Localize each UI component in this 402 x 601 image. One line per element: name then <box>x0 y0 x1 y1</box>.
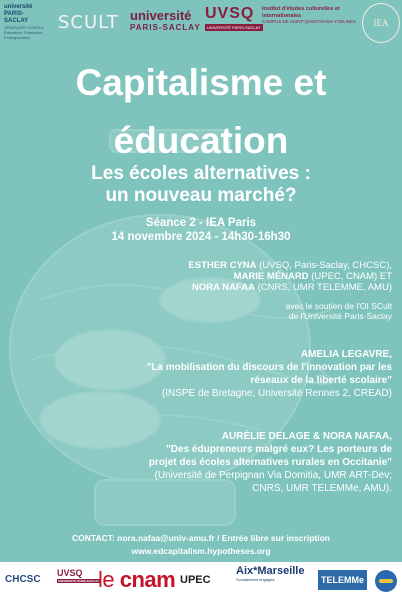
speaker-name: AMELIA LEGAVRE, <box>300 349 392 360</box>
organizer <box>92 271 392 282</box>
logo-text: Aix*Marseille <box>236 565 305 577</box>
main-title-line-2: éducation <box>113 120 289 161</box>
organizer-name: NORA NAFAA <box>191 282 255 293</box>
subtitle <box>0 163 402 207</box>
logo-prefix: le <box>98 567 120 592</box>
logo-iecei <box>262 6 370 26</box>
logo-uvsq-footer <box>57 568 100 583</box>
logo-subtext: UNIVERSITÉ PARIS-SACLAY <box>207 25 261 30</box>
talk-title-line-1: "Des édupreneurs malgré eux? Les porteurs de <box>166 444 392 455</box>
logo-iea-seal: IEA <box>362 3 400 43</box>
support-line-1: avec le soutien de l'OI SCult <box>285 301 392 311</box>
session-date: 14 novembre 2024 - 14h30-16h30 <box>111 231 291 243</box>
talk-title-line-2: réseaux de la liberté scolaire" <box>250 375 392 386</box>
talk-title-line-1: "La mobilisation du discours de l'innovation par les <box>146 362 392 373</box>
organizer-affiliation: (CNRS, UMR TELEMME, AMU) <box>254 282 392 293</box>
logo-paris-saclay-graduate-school <box>4 4 46 40</box>
logo-universite-paris-saclay <box>130 10 201 34</box>
logo-aix-marseille <box>236 565 316 582</box>
logo-text: cnam <box>119 567 176 592</box>
talk-title-line-2: projet des écoles alternatives rurales en Occitanie" <box>148 457 392 468</box>
logo-subtext: PARIS-SACLAY <box>130 23 201 32</box>
organizer-affiliation: (UPEC, CNAM) ET <box>308 271 392 282</box>
speaker-block <box>32 348 392 400</box>
contact-line[interactable]: CONTACT: nora.nafaa@univ-amu.fr / Entrée libre sur inscription <box>72 533 330 543</box>
speaker-affiliation-line-1: (Université de Perpignan Via Domitia, UMR ART-Dev; <box>154 470 392 481</box>
organizer-affiliation: (UVSQ, Paris-Saclay, CHCSC), <box>256 260 392 271</box>
logo-uvsq <box>205 5 263 31</box>
logo-subtext: Socialement engagée <box>236 577 275 582</box>
support-line-2: de l'Université Paris-Saclay <box>288 311 392 321</box>
subtitle-line-1: Les écoles alternatives : <box>91 163 311 184</box>
logo-upec: UPEC <box>180 574 211 586</box>
logo-subtext: UNIVERSITÉ PARIS-SACLAY <box>58 579 99 583</box>
speaker-name: AURÉLIE DELAGE & NORA NAFAA, <box>221 431 392 442</box>
speaker-block <box>32 430 392 495</box>
footer-logo-bar <box>0 562 402 601</box>
main-title-line-1: Capitalisme et <box>75 62 327 103</box>
contact-info <box>0 532 402 558</box>
logo-text: Institut d'études culturelles et internationales <box>262 6 340 19</box>
session-title: Séance 2 - IEA Paris <box>145 217 257 229</box>
session-info <box>0 216 402 244</box>
logo-chcsc: CHCSC <box>5 574 41 585</box>
header-logo-bar <box>0 0 402 44</box>
logo-text: UVSQ <box>205 5 255 22</box>
logo-text: université PARIS-SACLAY <box>4 4 33 24</box>
logo-subtext: GRADUATE SCHOOL Éducation, Formation, Enseignement <box>4 25 44 40</box>
speaker-affiliation: (INSPE de Bretagne, Université Rennes 2, CREAD) <box>161 388 392 399</box>
logo-scult: SCULT <box>58 12 119 33</box>
website-link[interactable]: www.edcapitalism.hypotheses.org <box>131 546 271 556</box>
subtitle-line-2: un nouveau marché? <box>105 185 297 206</box>
logo-cnam <box>98 567 175 593</box>
organizer-name: ESTHER CYNA <box>188 260 257 271</box>
globe-logo-icon <box>375 570 397 592</box>
logo-subtext: CAMPUS DE SAINT-QUENTIN-EN-YVELINES <box>262 19 357 24</box>
organizer-name: MARIE MÉNARD <box>233 271 309 282</box>
organizers <box>92 260 392 293</box>
logo-text: UVSQ <box>57 568 83 578</box>
support-note <box>92 301 392 321</box>
logo-telemme: TELEMMe <box>318 570 367 590</box>
organizer <box>92 260 392 271</box>
speaker-affiliation-line-2: CNRS, UMR TELEMMe, AMU). <box>252 483 392 494</box>
logo-text: université <box>130 8 192 23</box>
organizer <box>92 282 392 293</box>
